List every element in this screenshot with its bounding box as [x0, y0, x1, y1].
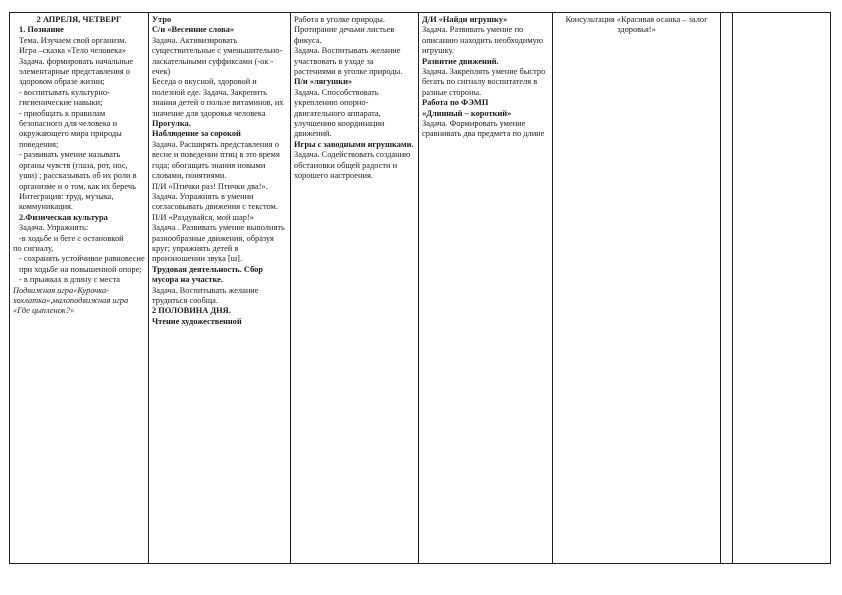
col1-paragraph: - развивать умение называть органы чувств (глаза, рот, нос, уши) ; рассказывать об их роли в организме и о том, как их беречь	[19, 150, 137, 191]
column-notes	[732, 13, 830, 563]
col2-paragraph: Задача. Активизировать существительные с уменьшительно-ласкательными суффиксами (-ок - ечек)	[152, 35, 283, 77]
col2-paragraph: Задача. Воспитывать желание трудиться сообща.	[152, 285, 259, 305]
col1-paragraph: -в ходьбе и беге с остановкой	[19, 233, 124, 243]
column-individual-work	[418, 13, 552, 563]
col3-paragraph: Задача. Содействовать созданию обстановки общей радости и хорошего настроения.	[294, 150, 411, 181]
col3-paragraph: Игры с заводными игрушками.	[294, 139, 414, 149]
col2-paragraph: Трудовая деятельность. Сбор мусора на участке.	[152, 264, 263, 285]
col2-paragraph: Чтение художественной	[152, 316, 242, 326]
col1-paragraph: по сигналу,	[13, 243, 54, 253]
col1-paragraph: Задача. формировать начальные элементарные представления о здоровом образе жизни;	[19, 56, 134, 87]
col3-paragraph: П/и «лягушки»	[294, 77, 353, 87]
col2-paragraph: Задача. Упражнять в умении согласовывать движения с текстом.	[152, 191, 278, 212]
column-parents	[552, 13, 720, 563]
column-lessons	[10, 13, 148, 563]
col5-paragraph: Консультация «Красивая осанка – залог здоровья!»	[565, 15, 708, 35]
col4-paragraph: Задача. Развивать умение по описанию находить необходимую игрушку.	[422, 25, 543, 56]
col4-paragraph: Задача. Формировать умение сравнивать два предмета по длине	[422, 119, 545, 139]
col1-paragraph: 2.Физическая культура	[19, 212, 108, 222]
col2-paragraph: 2 ПОЛОВИНА ДНЯ.	[152, 306, 231, 316]
col2-paragraph: П/И «Раздувайся, мой шар!»	[152, 212, 254, 222]
column-empty	[720, 13, 732, 563]
col1-paragraph: - воспитывать культурно-гигиенические навыки;	[19, 87, 110, 108]
col2-paragraph: Наблюдение за сорокой	[152, 129, 241, 139]
col2-paragraph: Задача. Расширять представления о весне и поведении птиц в это время года; обогащать знания новыми словами, понятиями.	[152, 139, 280, 181]
column-joint-activity	[148, 13, 290, 563]
col4-paragraph: Работа по ФЭМП	[422, 98, 489, 108]
col1-paragraph: Интеграция: труд, музыка, коммуникация.	[19, 191, 114, 212]
col2-paragraph: Беседа о вкусной, здоровой и полезной еде. Задача. Закрепить знания детей о пользе витаминов, их значение для здоровья человека	[152, 77, 284, 118]
col1-paragraph: Тема. Изучаем свой организм. Игра –сказка «Тело человека»	[19, 35, 127, 56]
col4-paragraph: Развитие движений.	[422, 56, 499, 66]
col3-paragraph: Задача. Воспитывать желание участвовать в уходе за растениями в уголке природы.	[294, 46, 403, 77]
col2-paragraph: Задача . Развивать умение выполнять разнообразные движения, образуя круг; упражнять детей в произношении звука [ш].	[152, 223, 285, 264]
col1-paragraph: - в прыжках в длину с места	[19, 275, 120, 285]
col2-paragraph: Утро	[152, 15, 172, 24]
col1-paragraph: Задача. Упражнять:	[19, 223, 89, 233]
col2-paragraph: Прогулка.	[152, 119, 191, 129]
col4-paragraph: Задача. Закреплять умение быстро бегать по сигналу воспитателя в разные стороны.	[422, 67, 546, 97]
col4-paragraph: Д/И «Найди игрушку»	[422, 15, 508, 24]
col4-paragraph: «Длинный – короткий»	[422, 108, 512, 118]
column-environment	[290, 13, 418, 563]
col3-paragraph: Задача. Способствовать укреплению опорно-двигательного аппарата, улучшению координации движений.	[294, 87, 385, 139]
col1-paragraph: - приобщать к правилам безопасного для человека и окружающего мира природы поведения;	[19, 108, 122, 149]
plan-table	[9, 12, 831, 564]
col3-paragraph: Работа в уголке природы. Протирание дечьми листьев фикуса.	[294, 15, 395, 45]
col1-paragraph: 2 АПРЕЛЯ, ЧЕТВЕРГ	[36, 15, 122, 24]
col1-paragraph: - сохранять устойчивое равновесие при ходьбе на повышенной опоре;	[19, 254, 145, 274]
col1-paragraph: Подвижная игра«Курочка-хохлатка»,малоподвижная игра «Где цыпленок?»	[13, 285, 129, 316]
col2-paragraph: С/и «Весенние слова»	[152, 25, 235, 35]
col2-paragraph: П/И «Птички раз! Птички два!».	[152, 181, 268, 191]
col1-paragraph: 1. Познание	[19, 25, 64, 35]
